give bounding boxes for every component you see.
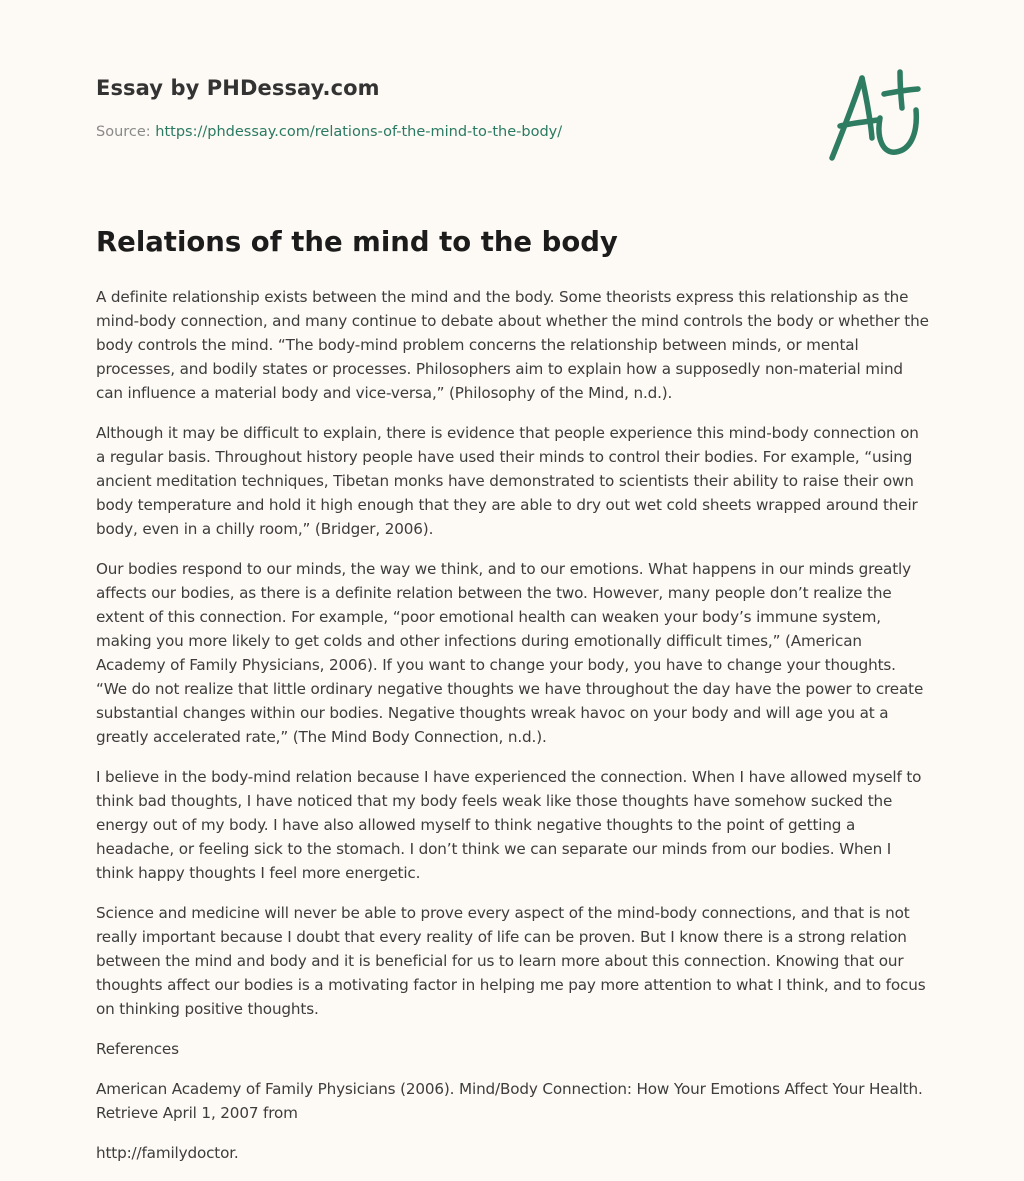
essay-paragraph: Although it may be difficult to explain, there is evidence that people experience this mind-body connection on a regular basis. Throughout history people have used their minds to control their bodies. For example, “using ancient meditation techniques, Tibetan monks have demonstrated to scientists their ability to raise their own body temperature and hold it high enough that they are able to dry out wet cold sheets wrapped around their body, even in a chilly room,” (Bridger, 2006). [96,424,919,538]
source-label: Source: [96,124,156,140]
essay-paragraph: A definite relationship exists between the mind and the body. Some theorists express this relationship as the mind-body connection, and many continue to debate about whether the mind controls the body or whether the body controls the mind. “The body-mind problem concerns the relationship between minds, or mental processes, and bodily states or processes. Philosophers aim to explain how a supposedly non-material mind can influence a material body and vice-versa,” (Philosophy of the Mind, n.d.). [96,288,929,402]
source-line [96,124,562,140]
essay-body [96,285,930,1181]
essay-title: Relations of the mind to the body [96,226,618,258]
reference-url: http://familydoctor. [96,1144,239,1162]
essay-paragraph: Our bodies respond to our minds, the way we think, and to our emotions. What happens in our minds greatly affects our bodies, as there is a definite relation between the two. However, many people don’t realize the extent of this connection. For example, “poor emotional health can weaken your body’s immune system, making you more likely to get colds and other infections during emotionally difficult times,” (American Academy of Family Physicians, 2006). If you want to change your body, you have to change your thoughts. “We do not realize that little ordinary negative thoughts we have throughout the day have the power to create substantial changes within our bodies. Negative thoughts wreak havoc on your body and will age you at a greatly accelerated rate,” (The Mind Body Connection, n.d.). [96,560,924,746]
reference-entry: American Academy of Family Physicians (2006). Mind/Body Connection: How Your Emotions Affect Your Health. Retrieve April 1, 2007 from [96,1080,923,1122]
essay-paragraph: I believe in the body-mind relation because I have experienced the connection. When I have allowed myself to think bad thoughts, I have noticed that my body feels weak like those thoughts have somehow sucked the energy out of my body. I have also allowed myself to think negative thoughts to the point of getting a headache, or feeling sick to the stomach. I don’t think we can separate our minds from our bodies. When I think happy thoughts I feel more energetic. [96,768,922,882]
references-heading: References [96,1040,179,1058]
essay-paragraph: Science and medicine will never be able to prove every aspect of the mind-body connections, and that is not really important because I doubt that every reality of life can be proven. But I know there is a strong relation between the mind and body and it is beneficial for us to learn more about this connection. Knowing that our thoughts affect our bodies is a motivating factor in helping me pay more attention to what I think, and to focus on thinking positive thoughts. [96,904,926,1018]
source-link[interactable]: https://phdessay.com/relations-of-the-mind-to-the-body/ [155,124,563,140]
a-plus-grade-icon [826,68,926,164]
site-brand: Essay by PHDessay.com [96,76,380,100]
